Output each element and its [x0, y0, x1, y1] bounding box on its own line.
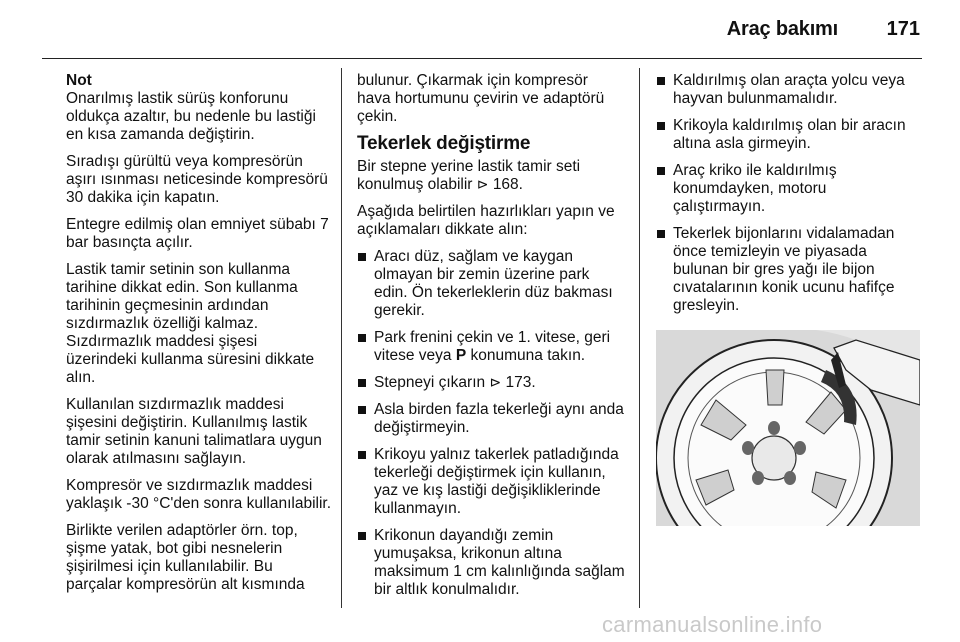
column-2 — [357, 72, 625, 608]
paragraph: Lastik tamir setinin son kullanma tarihine dikkat edin. Son kullanma tarihinin geçmesinin ardından sızdırmazlık özelliği kalmaz. Sızdırmazlık maddesi şişesi üzerindeki kullanma süresini dikkate alın. — [66, 261, 315, 386]
square-bullet-icon — [358, 532, 366, 540]
list-item-text: Asla birden fazla tekerleği aynı anda değiştirmeyin. — [374, 401, 624, 436]
list-item-text: Kaldırılmış olan araçta yolcu veya hayvan bulunmamalıdır. — [673, 72, 905, 107]
column-1 — [66, 72, 332, 603]
column-3 — [656, 72, 918, 324]
square-bullet-icon — [358, 379, 366, 387]
note-label: Not — [66, 72, 92, 89]
wheel-illustration-svg — [656, 330, 920, 526]
list-item — [357, 248, 625, 320]
list-item — [656, 225, 918, 315]
square-bullet-icon — [358, 451, 366, 459]
paragraph: Birlikte verilen adaptörler örn. top, şişme yatak, bot gibi nesnelerin şişirilmesi için kullanılabilir. Bu parçalar kompresörün alt kısmında — [66, 522, 305, 593]
page-title: Araç bakımı — [726, 18, 838, 40]
list-item-text: Krikoyu yalnız takerlek patladığında tekerleği değiştirmek için kullanın, yaz ve kış lastiği değişikliklerinde kullanmayın. — [374, 446, 619, 517]
page-ref-arrow-icon: ⊳ — [476, 177, 489, 193]
paragraph: Sıradışı gürültü veya kompresörün aşırı ısınması neticesinde kompresörü 30 dakika için kapatın. — [66, 153, 328, 206]
note-text: Onarılmış lastik sürüş konforunu oldukça azaltır, bu nedenle bu lastiği en kısa zamanda değiştirin. — [66, 90, 316, 143]
square-bullet-icon — [358, 253, 366, 261]
square-bullet-icon — [657, 77, 665, 85]
list-item-text: Park frenini çekin ve 1. vitese, geri vitese veya — [374, 329, 611, 364]
continuation-text: bulunur. Çıkarmak için kompresör hava hortumunu çevirin ve adaptörü çekin. — [357, 72, 605, 125]
header-divider — [42, 58, 922, 59]
page-header — [0, 0, 960, 56]
list-item-text: Stepneyi çıkarın — [374, 374, 486, 391]
list-item — [656, 72, 918, 108]
list-item — [656, 162, 918, 216]
note-block — [66, 72, 332, 144]
paragraph: Entegre edilmiş olan emniyet sübabı 7 bar basınçta açılır. — [66, 216, 329, 251]
column-divider-1 — [341, 68, 342, 608]
list-item — [656, 117, 918, 153]
square-bullet-icon — [358, 406, 366, 414]
list-item-text: konumuna takın. — [470, 347, 586, 364]
intro-paragraph — [357, 158, 625, 194]
prep-paragraph: Aşağıda belirtilen hazırlıkları yapın ve açıklamaları dikkate alın: — [357, 203, 615, 238]
list-item-text: Aracı düz, sağlam ve kaygan olmayan bir zemin üzerine park edin. Ön tekerleklerin düz bakması gerekir. — [374, 248, 613, 319]
page-ref-arrow-icon: ⊳ — [489, 375, 502, 391]
gear-position-label: P — [455, 347, 467, 364]
list-item-text: Krikonun dayandığı zemin yumuşaksa, krikonun altına maksimum 1 cm kalınlığında sağlam bir altlık konulmalıdır. — [374, 527, 625, 598]
page-ref-link[interactable]: 168. — [492, 176, 523, 193]
list-item — [357, 401, 625, 437]
list-item-text: Krikoyla kaldırılmış olan bir aracın altına asla girmeyin. — [673, 117, 906, 152]
square-bullet-icon — [657, 167, 665, 175]
wheel-cover-illustration — [656, 330, 920, 526]
page-ref-link[interactable]: 173. — [505, 374, 536, 391]
list-item — [357, 374, 625, 392]
list-item — [357, 446, 625, 518]
square-bullet-icon — [657, 122, 665, 130]
page-number: 171 — [886, 18, 920, 40]
watermark: carmanualsonline.info — [602, 612, 823, 637]
intro-text: Bir stepne yerine lastik tamir seti konulmuş olabilir — [357, 158, 581, 193]
section-heading: Tekerlek değiştirme — [357, 133, 531, 154]
column-divider-2 — [639, 68, 640, 608]
square-bullet-icon — [358, 334, 366, 342]
square-bullet-icon — [657, 230, 665, 238]
list-item — [357, 527, 625, 599]
list-item — [357, 329, 625, 365]
paragraph: Kompresör ve sızdırmazlık maddesi yaklaşık -30 °C'den sonra kullanılabilir. — [66, 477, 332, 512]
list-item-text: Tekerlek bijonlarını vidalamadan önce temizleyin ve piyasada bulunan bir gres yağı ile bijon cıvatalarının konik ucunu hafifçe gresleyin. — [673, 225, 895, 314]
paragraph: Kullanılan sızdırmazlık maddesi şişesini değiştirin. Kullanılmış lastik tamir setinin kanuni talimatlara uygun olarak atılmasını sağlayın. — [66, 396, 322, 467]
list-item-text: Araç kriko ile kaldırılmış konumdayken, motoru çalıştırmayın. — [673, 162, 837, 215]
